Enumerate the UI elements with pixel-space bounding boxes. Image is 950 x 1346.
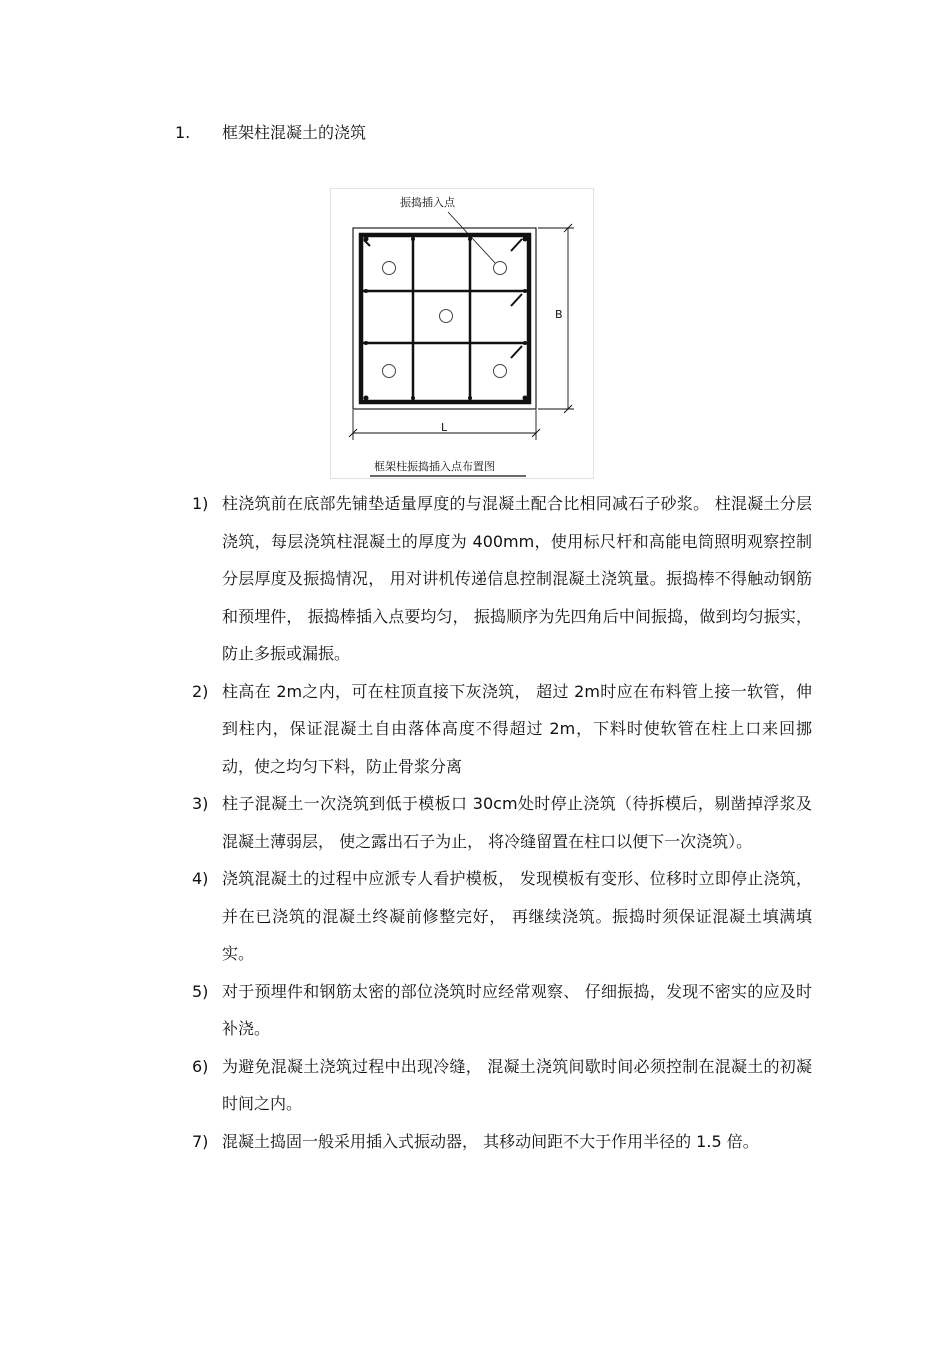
insertion-point-top-left [383, 262, 396, 275]
callout-label: 振捣插入点 [400, 196, 455, 209]
stirrup-hooks [364, 239, 522, 358]
list-item-index: 3) [192, 794, 209, 813]
list-item-index: 2) [192, 681, 209, 701]
insertion-point-center [440, 310, 453, 323]
list-item-text: 柱高在 2m之内，可在柱顶直接下灰浇筑， 超过 2m时应在布料管上接一软管，伸到柱内，保证混凝土自由落体高度不得超过 2m，下料时使软管在柱上口来回挪动，使之均匀下料，防止骨浆分离 [222, 681, 812, 776]
list-item-text: 对于预埋件和钢筋太密的部位浇筑时应经常观察、 仔细振捣，发现不密实的应及时补浇。 [222, 981, 812, 1038]
list-item-index: 5) [192, 981, 209, 1001]
insertion-point-bottom-left [383, 365, 396, 378]
list-item [192, 1123, 812, 1161]
list-item [192, 860, 812, 973]
dimension-l-label: L [441, 421, 448, 434]
list-item-text: 混凝土捣固一般采用插入式振动器， 其移动间距不大于作用半径的 1.5 倍。 [222, 1131, 759, 1151]
list-item-text: 浇筑混凝土的过程中应派专人看护模板， 发现模板有变形、位移时立即停止浇筑，并在已浇筑的混凝土终凝前修整完好， 再继续浇筑。振捣时须保证混凝土填满填实。 [222, 869, 812, 963]
insertion-points [383, 262, 507, 378]
list-item-index: 6) [192, 1056, 209, 1076]
section-heading [175, 120, 366, 143]
list-item [192, 485, 812, 673]
list-item-text: 柱子混凝土一次浇筑到低于模板口 30cm处时停止浇筑（待拆模后，剔凿掉浮浆及混凝土薄弱层， 使之露出石子为止， 将冷缝留置在柱口以便下一次浇筑）。 [222, 794, 812, 851]
insertion-point-top-right [494, 262, 507, 275]
list-item-text: 为避免混凝土浇筑过程中出现冷缝， 混凝土浇筑间歇时间必须控制在混凝土的初凝时间之内。 [222, 1056, 812, 1113]
list-item [192, 673, 812, 786]
list-item-index: 7) [192, 1131, 209, 1151]
callout-leader-line [448, 212, 496, 264]
insertion-point-bottom-right [494, 365, 507, 378]
column-vibration-diagram [330, 188, 595, 480]
procedure-list [192, 485, 812, 1160]
dimension-b-label: B [555, 308, 563, 321]
list-item-index: 4) [192, 869, 209, 888]
figure-caption: 框架柱振捣插入点布置图 [374, 460, 495, 473]
diagram-svg [330, 188, 595, 480]
list-item [192, 1048, 812, 1123]
list-item-text: 柱浇筑前在底部先铺垫适量厚度的与混凝土配合比相同减石子砂浆。 柱混凝土分层浇筑，每层浇筑柱混凝土的厚度为 400mm，使用标尺杆和高能电筒照明观察控制分层厚度及振捣情况， 用对讲机传递信息控制混凝土浇筑量。振捣棒不得触动钢筋和预埋件， 振捣棒插入点要均匀， 振捣顺序为先四角后中间振捣，做到均匀振实，防止多振或漏振。 [222, 494, 812, 663]
list-item-index: 1) [192, 494, 209, 513]
section-title: 框架柱混凝土的浇筑 [222, 123, 367, 142]
list-item [192, 973, 812, 1048]
section-number: 1. [175, 123, 191, 142]
list-item [192, 785, 812, 860]
